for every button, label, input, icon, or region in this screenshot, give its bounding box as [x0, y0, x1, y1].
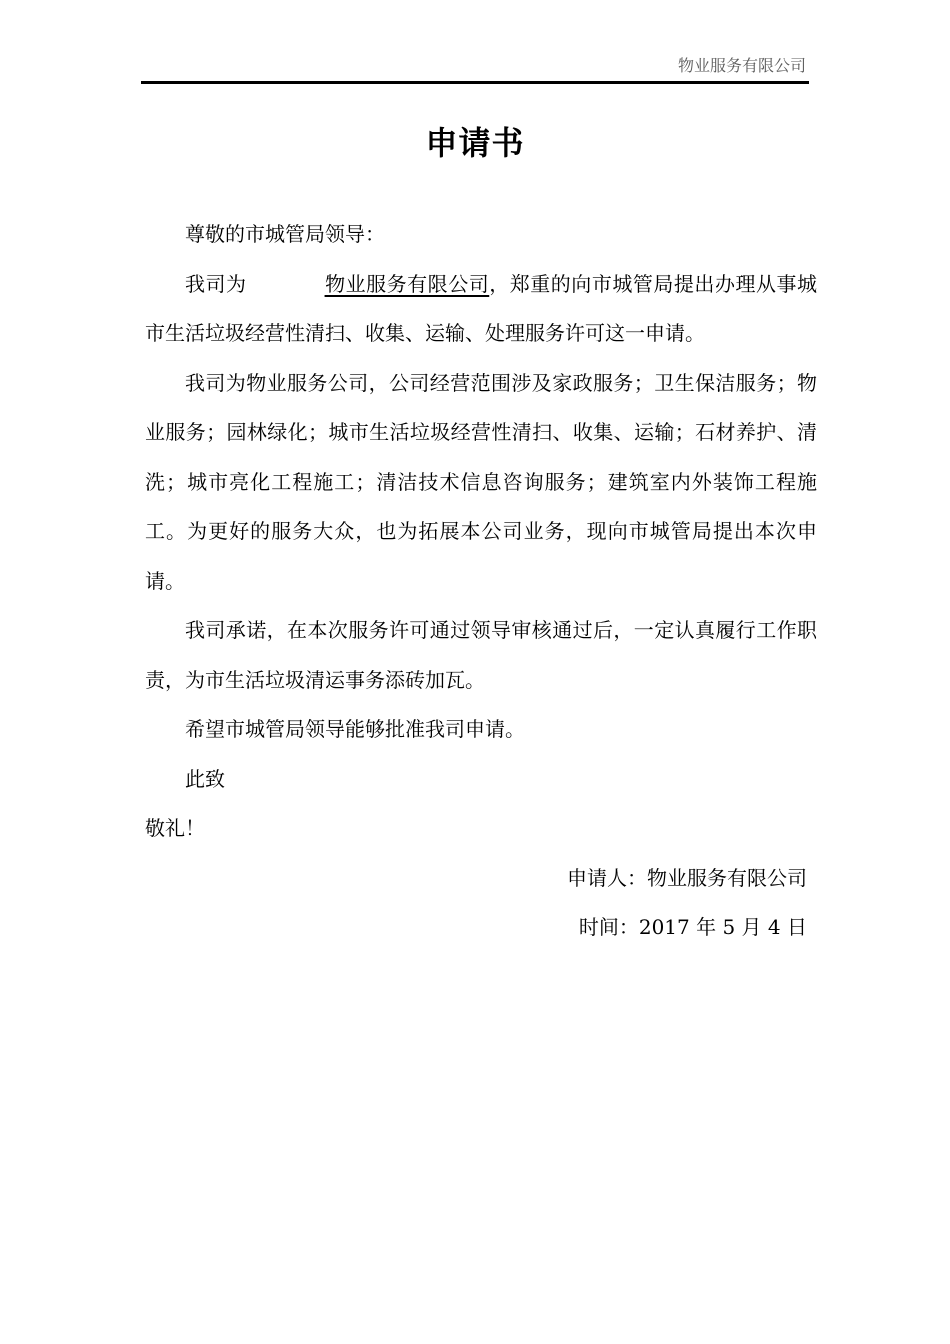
paragraph-4: 希望市城管局领导能够批准我司申请。 [185, 717, 525, 741]
closing-jing-li: 敬礼！ [145, 816, 205, 840]
paragraph-1 [145, 260, 817, 359]
paragraph-1-company: 物业服务有限公司 [324, 271, 490, 296]
application-date: 时间：2017 年 5 月 4 日 [578, 915, 807, 939]
document-title: 申请书 [425, 124, 525, 162]
header-rule [141, 81, 809, 84]
closing-ci-zhi: 此致 [185, 766, 225, 791]
paragraph-3: 我司承诺，在本次服务许可通过领导审核通过后，一定认真履行工作职责，为市生活垃圾清运事务添砖加瓦。 [145, 618, 817, 692]
paragraph-2: 我司为物业服务公司，公司经营范围涉及家政服务；卫生保洁服务；物业服务；园林绿化；城市生活垃圾经营性清扫、收集、运输；石材养护、清洗；城市亮化工程施工；清洁技术信息咨询服务；建筑室内外装饰工程施工。为更好的服务大众，也为拓展本公司业务，现向市城管局提出本次申请。 [145, 370, 817, 593]
header-company-name: 物业服务有限公司 [677, 56, 806, 75]
paragraph-1-suffix: ，郑重的向市城管局提出办理从事城市生活垃圾经营性清扫、收集、运输、处理服务许可这一申请。 [145, 271, 818, 345]
paragraph-1-prefix: 我司为 [185, 271, 247, 296]
company-name-fill-in [247, 272, 490, 296]
applicant-signature: 申请人：物业服务有限公司 [567, 865, 807, 890]
document-body [145, 210, 817, 953]
salutation: 尊敬的市城管局领导： [185, 222, 385, 246]
